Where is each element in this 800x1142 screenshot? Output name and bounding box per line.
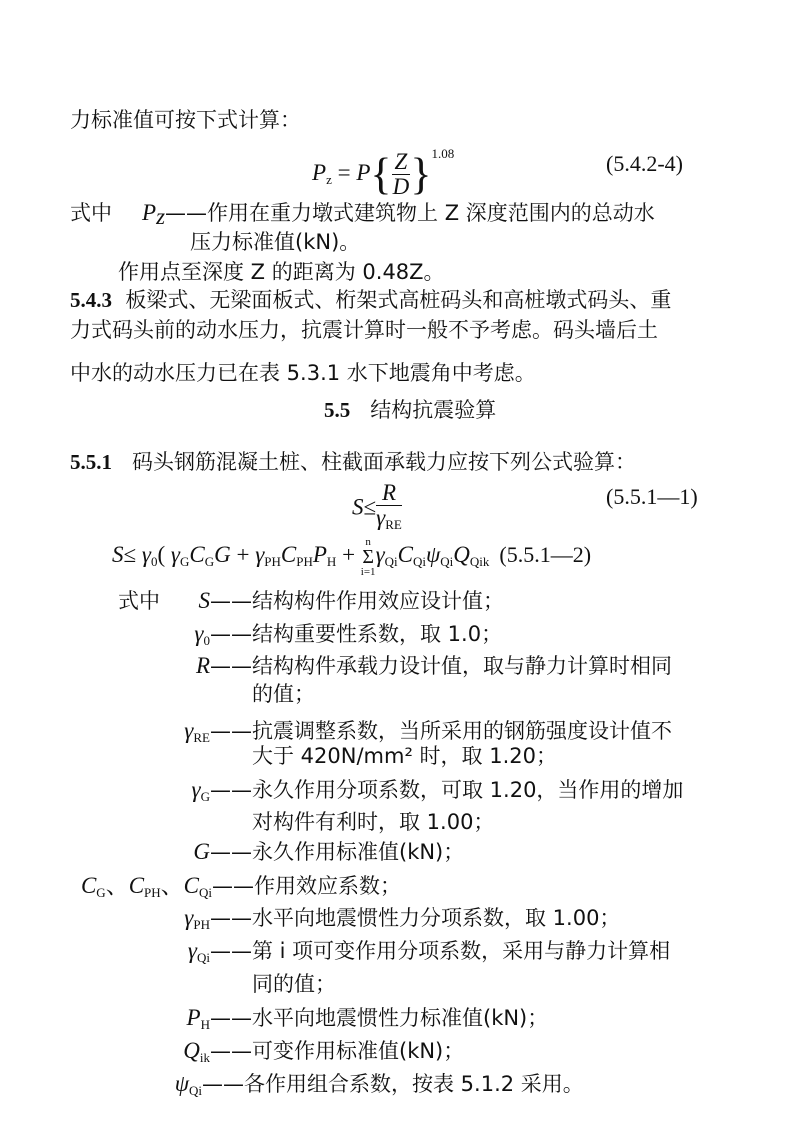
definition-text: 第 i 项可变作用分项系数，采用与静力计算相: [252, 939, 671, 963]
dash: ——: [210, 906, 252, 930]
denominator: [376, 506, 402, 537]
eq-subscript: G: [204, 554, 215, 570]
subscript: G: [200, 789, 210, 804]
clause-5-5-1: [70, 448, 636, 476]
equation-number: (5.5.1—1): [606, 484, 698, 509]
sum-upper: n: [365, 536, 371, 548]
definition-line: [210, 838, 464, 866]
definition-line: [210, 937, 670, 965]
symbol: γ: [184, 718, 194, 743]
eq-subscript: z: [326, 172, 332, 187]
clause-number: 5.5.1: [70, 450, 112, 474]
definition-text: 作用在重力墩式建筑物上 Z 深度范围内的总动水: [207, 201, 655, 225]
numerator: Z: [392, 150, 411, 175]
symbol: P: [142, 200, 157, 225]
definition-text: 抗震调整系数，当所采用的钢筋强度设计值不: [252, 719, 672, 743]
definition-text: 可变作用标准值(kN)；: [252, 1039, 465, 1063]
eq-symbol: C: [189, 542, 205, 568]
eq-symbol: C: [280, 542, 297, 568]
separator: 、: [160, 873, 184, 898]
eq-operator: +: [336, 542, 361, 568]
paragraph-line: 力标准值可按下式计算：: [70, 108, 301, 132]
clause-text: 中水的动水压力已在表 5.3.1 水下地震角中考虑。: [70, 361, 536, 385]
symbol: γ: [194, 621, 204, 646]
eq-symbol: γ: [375, 542, 385, 568]
symbol: C: [183, 873, 199, 898]
clause-5-4-3: [70, 286, 671, 314]
dash: ——: [210, 654, 252, 678]
eq-subscript: Qik: [469, 554, 490, 570]
eq-operator: +: [230, 542, 256, 568]
definition-symbol: [194, 620, 210, 655]
definition-line: [210, 620, 502, 648]
definition-symbol: [183, 1037, 210, 1072]
definition-line: [210, 904, 620, 932]
symbol: ψ: [174, 1071, 189, 1096]
symbol: γ: [376, 505, 386, 530]
eq-symbol: P: [312, 542, 327, 568]
eq-subscript: 0: [150, 554, 158, 570]
eq-symbol: S: [112, 542, 124, 568]
definition-line: [202, 1070, 584, 1098]
right-brace: }: [410, 149, 432, 199]
equation-number: (5.4.2-4): [606, 151, 683, 176]
definition-text: 各作用组合系数，按表 5.1.2 采用。: [244, 1072, 584, 1096]
eq-symbol: γ: [141, 542, 151, 568]
dash: ——: [210, 939, 252, 963]
definition-text: 永久作用分项系数，可取 1.20，当作用的增加: [252, 778, 684, 802]
where-label: 式中: [118, 589, 160, 613]
symbol: γ: [191, 777, 201, 802]
subscript: RE: [193, 730, 210, 745]
summation: [361, 536, 376, 578]
symbol: C: [80, 873, 97, 898]
definition-symbol: [81, 872, 212, 907]
clause-text: 板梁式、无梁面板式、桁架式高桩码头和高桩墩式码头、重: [125, 288, 672, 312]
definition-symbol: [184, 904, 210, 939]
definition-text: 结构重要性系数，取 1.0；: [252, 622, 503, 646]
subscript: 0: [203, 633, 210, 648]
eq-symbol: Q: [453, 542, 470, 568]
dash: ——: [210, 622, 252, 646]
definition-text: 同的值；: [252, 972, 336, 996]
dash: ——: [210, 1039, 252, 1063]
clause-text: 码头钢筋混凝土桩、柱截面承载力应按下列公式验算：: [132, 450, 637, 474]
definition-text: 水平向地震惯性力标准值(kN)；: [252, 1006, 549, 1030]
subscript: Qi: [189, 1083, 202, 1098]
symbol: G: [193, 839, 210, 864]
fraction: [392, 150, 411, 199]
definition-line: [210, 717, 672, 745]
exponent: 1.08: [431, 146, 455, 161]
dash: ——: [210, 778, 252, 802]
definition-text: 结构构件承载力设计值，取与静力计算时相同: [252, 654, 672, 678]
eq-subscript: H: [326, 554, 337, 570]
eq-subscript: PH: [264, 554, 281, 570]
subscript: H: [200, 1017, 210, 1032]
eq-symbol: P: [356, 160, 371, 185]
symbol: C: [128, 873, 145, 898]
equation-5-4-2-4: [312, 140, 454, 199]
sum-sign: Σ: [362, 546, 374, 568]
symbol: P: [186, 1005, 201, 1030]
eq-subscript: Qi: [440, 554, 454, 570]
definition-symbol: [175, 1070, 202, 1105]
eq-symbol: ψ: [425, 542, 441, 568]
section-heading: [324, 396, 496, 424]
numerator: R: [376, 481, 402, 506]
definition-symbol: [188, 937, 210, 972]
clause-number: 5.4.3: [70, 288, 112, 312]
dash: ——: [210, 589, 252, 613]
denominator: D: [392, 174, 410, 200]
equation-number: (5.5.1—2): [499, 542, 592, 568]
definition-text: 对构件有利时，取 1.00；: [252, 810, 495, 834]
equation-5-5-1-2: [112, 536, 591, 578]
definition-text: 压力标准值(kN)。: [190, 230, 361, 254]
definition-symbol: [193, 838, 210, 866]
dash: ——: [212, 874, 254, 898]
eq-symbol: P: [312, 160, 327, 185]
equation-5-5-1-1: [352, 481, 402, 537]
dash: ——: [210, 1006, 252, 1030]
symbol: Q: [183, 1038, 200, 1063]
symbol: R: [195, 653, 210, 678]
subscript: PH: [144, 885, 161, 900]
section-number: 5.5: [324, 398, 351, 422]
definition-pz: [142, 199, 655, 231]
fraction: [376, 481, 402, 537]
definition-line: [212, 872, 401, 900]
eq-operator: ≤: [363, 494, 377, 520]
definition-text: 水平向地震惯性力分项系数，取 1.00；: [252, 906, 621, 930]
definition-symbol: [196, 652, 210, 680]
definition-line: [210, 652, 672, 680]
symbol: S: [198, 588, 210, 613]
subscript: z: [156, 204, 166, 229]
definition-text: 作用效应系数；: [254, 874, 401, 898]
subscript: RE: [385, 517, 402, 532]
subscript: PH: [193, 917, 210, 932]
where-label: 式中: [70, 201, 112, 225]
eq-terms: [375, 542, 490, 570]
definition-line: [210, 1004, 548, 1032]
eq-subscript: G: [179, 554, 190, 570]
section-title: 结构抗震验算: [370, 398, 497, 422]
definition-symbol: [184, 717, 210, 752]
eq-subscript: PH: [296, 554, 313, 570]
symbol: γ: [187, 938, 197, 963]
definition-line: [210, 1037, 464, 1065]
dash: ——: [210, 719, 252, 743]
subscript: ik: [199, 1050, 210, 1065]
eq-symbol: S: [352, 494, 364, 520]
dash: ——: [202, 1072, 244, 1096]
symbol: γ: [184, 905, 194, 930]
eq-operator: =: [331, 160, 357, 185]
subscript: Qi: [197, 950, 210, 965]
definition-line: [210, 587, 504, 615]
dash: ——: [210, 840, 252, 864]
clause-text: 力式码头前的动水压力，抗震计算时一般不予考虑。码头墙后土: [70, 318, 658, 342]
paragraph-line: 作用点至深度 Z 的距离为 0.48Z。: [118, 260, 445, 284]
definition-text: 结构构件作用效应设计值；: [252, 589, 504, 613]
definition-text: 的值；: [252, 682, 315, 706]
eq-terms: [112, 542, 361, 570]
definition-symbol: [187, 1004, 210, 1039]
separator: 、: [105, 873, 129, 898]
eq-symbol: G: [214, 542, 231, 568]
definition-symbol: [199, 587, 211, 615]
eq-operator: (: [157, 542, 171, 568]
eq-subscript: Qi: [412, 554, 426, 570]
eq-subscript: Qi: [384, 554, 398, 570]
dash: ——: [165, 201, 208, 225]
left-brace: {: [370, 149, 392, 199]
eq-operator: ≤: [123, 542, 142, 568]
eq-symbol: γ: [255, 542, 265, 568]
definition-text: 永久作用标准值(kN)；: [252, 840, 465, 864]
subscript: G: [96, 885, 106, 900]
definition-text: 大于 420N/mm² 时，取 1.20；: [252, 744, 557, 768]
definition-symbol: [192, 776, 210, 811]
definition-line: [210, 776, 683, 804]
sum-lower: i=1: [360, 566, 376, 578]
subscript: Qi: [199, 885, 212, 900]
eq-symbol: γ: [170, 542, 180, 568]
eq-symbol: C: [397, 542, 413, 568]
